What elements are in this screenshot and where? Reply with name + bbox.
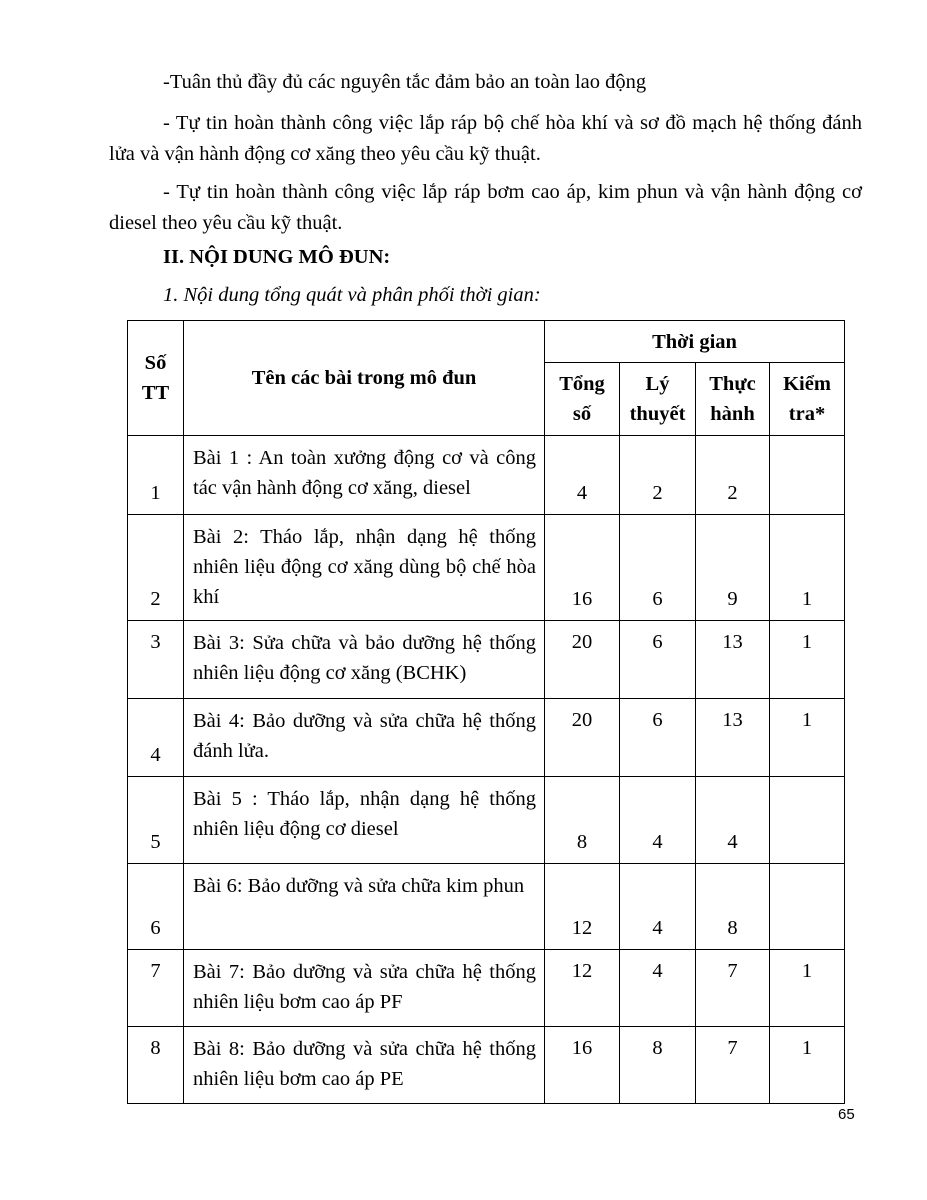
cell-lesson-name: Bài 1 : An toàn xưởng động cơ và công tác vận hành động cơ xăng, diesel <box>184 436 545 515</box>
table-header-row <box>128 321 845 363</box>
header-stt-line1: Số <box>144 352 167 374</box>
cell-stt: 1 <box>128 436 184 515</box>
paragraph-text: - Tự tin hoàn thành công việc lắp ráp bộ chế hòa khí và sơ đồ mạch hệ thống đánh lửa và vận hành động cơ xăng theo yêu cầu kỹ thuật. <box>109 112 862 165</box>
cell-practice: 8 <box>696 864 770 950</box>
header-name: Tên các bài trong mô đun <box>184 321 545 436</box>
header-practice-line2: hành <box>710 403 755 425</box>
header-test-line2: tra* <box>788 403 826 425</box>
paragraph-text: - Tự tin hoàn thành công việc lắp ráp bơm cao áp, kim phun và vận hành động cơ diesel theo yêu cầu kỹ thuật. <box>109 181 862 234</box>
cell-total: 20 <box>545 699 620 777</box>
cell-stt: 6 <box>128 864 184 950</box>
header-total <box>545 363 620 436</box>
cell-lesson-name: Bài 8: Bảo dưỡng và sửa chữa hệ thống nhiên liệu bơm cao áp PE <box>184 1027 545 1104</box>
cell-theory: 6 <box>620 515 696 621</box>
section-heading: II. NỘI DUNG MÔ ĐUN: <box>163 246 391 268</box>
cell-stt: 2 <box>128 515 184 621</box>
cell-lesson-name: Bài 5 : Tháo lắp, nhận dạng hệ thống nhiên liệu động cơ diesel <box>184 777 545 864</box>
header-theory-line1: Lý <box>645 373 670 395</box>
cell-stt: 5 <box>128 777 184 864</box>
header-test <box>770 363 845 436</box>
subheading: 1. Nội dung tổng quát và phân phối thời gian: <box>163 284 541 306</box>
header-total-line2: số <box>572 403 592 425</box>
paragraph-text: -Tuân thủ đầy đủ các nguyên tắc đảm bảo an toàn lao động <box>163 71 647 93</box>
cell-test: 1 <box>770 699 845 777</box>
cell-total: 16 <box>545 1027 620 1104</box>
cell-test: 1 <box>770 515 845 621</box>
cell-test: 1 <box>770 950 845 1027</box>
cell-practice: 7 <box>696 950 770 1027</box>
header-theory-line2: thuyết <box>629 403 686 425</box>
cell-test: 1 <box>770 621 845 699</box>
page-number: 65 <box>838 1106 855 1123</box>
header-practice <box>696 363 770 436</box>
cell-theory: 2 <box>620 436 696 515</box>
table-row <box>128 950 845 1027</box>
cell-theory: 8 <box>620 1027 696 1104</box>
module-content-table <box>127 320 845 1104</box>
cell-total: 16 <box>545 515 620 621</box>
cell-stt: 3 <box>128 621 184 699</box>
cell-practice: 13 <box>696 699 770 777</box>
header-test-line1: Kiểm <box>783 373 831 395</box>
table-row <box>128 777 845 864</box>
cell-lesson-name: Bài 6: Bảo dưỡng và sửa chữa kim phun <box>184 864 545 950</box>
header-total-line1: Tổng <box>559 373 605 395</box>
cell-theory: 6 <box>620 621 696 699</box>
cell-practice: 9 <box>696 515 770 621</box>
table-row <box>128 1027 845 1104</box>
table-row <box>128 864 845 950</box>
cell-total: 12 <box>545 950 620 1027</box>
header-stt <box>128 321 184 436</box>
cell-lesson-name: Bài 4: Bảo dưỡng và sửa chữa hệ thống đánh lửa. <box>184 699 545 777</box>
table-row <box>128 699 845 777</box>
cell-practice: 2 <box>696 436 770 515</box>
header-theory <box>620 363 696 436</box>
paragraph-diesel <box>109 177 862 239</box>
cell-practice: 13 <box>696 621 770 699</box>
cell-total: 20 <box>545 621 620 699</box>
header-stt-line2: TT <box>141 382 170 404</box>
cell-lesson-name: Bài 7: Bảo dưỡng và sửa chữa hệ thống nhiên liệu bơm cao áp PF <box>184 950 545 1027</box>
cell-lesson-name: Bài 2: Tháo lắp, nhận dạng hệ thống nhiên liệu động cơ xăng dùng bộ chế hòa khí <box>184 515 545 621</box>
cell-test <box>770 777 845 864</box>
header-practice-line1: Thực <box>709 373 756 395</box>
paragraph-safety <box>109 67 862 98</box>
cell-lesson-name: Bài 3: Sửa chữa và bảo dưỡng hệ thống nhiên liệu động cơ xăng (BCHK) <box>184 621 545 699</box>
cell-practice: 4 <box>696 777 770 864</box>
paragraph-carburetor <box>109 108 862 170</box>
cell-stt: 7 <box>128 950 184 1027</box>
cell-total: 12 <box>545 864 620 950</box>
cell-stt: 8 <box>128 1027 184 1104</box>
cell-theory: 4 <box>620 950 696 1027</box>
cell-stt: 4 <box>128 699 184 777</box>
table-row <box>128 515 845 621</box>
table-row <box>128 621 845 699</box>
cell-test: 1 <box>770 1027 845 1104</box>
cell-theory: 4 <box>620 777 696 864</box>
cell-theory: 4 <box>620 864 696 950</box>
cell-theory: 6 <box>620 699 696 777</box>
cell-test <box>770 436 845 515</box>
table-row <box>128 436 845 515</box>
cell-total: 8 <box>545 777 620 864</box>
cell-practice: 7 <box>696 1027 770 1104</box>
header-time-group: Thời gian <box>545 321 845 363</box>
cell-total: 4 <box>545 436 620 515</box>
cell-test <box>770 864 845 950</box>
